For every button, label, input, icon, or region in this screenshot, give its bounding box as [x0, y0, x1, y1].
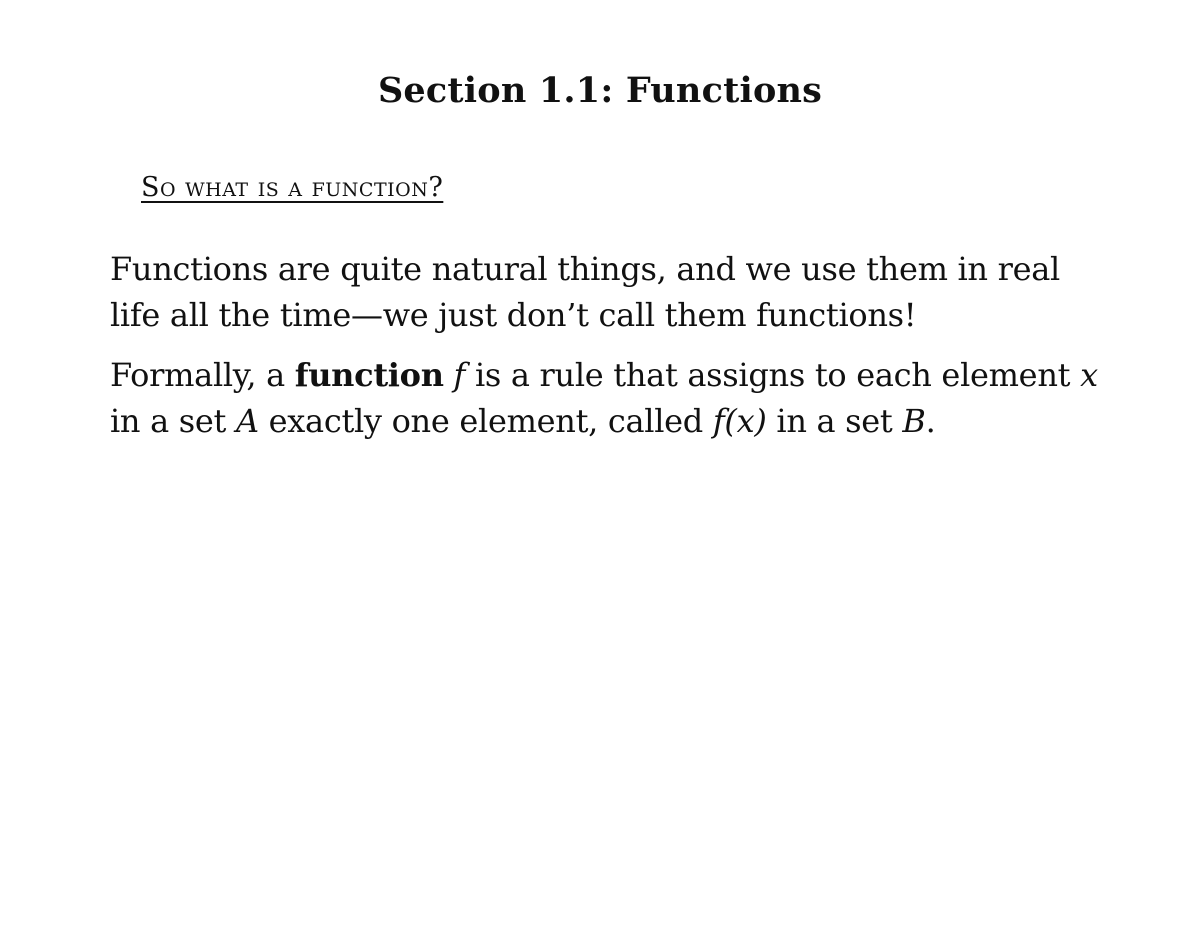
function-term: function — [294, 356, 444, 394]
math-variable-x: x — [1080, 356, 1098, 394]
page-title: Section 1.1: Functions — [377, 70, 823, 111]
definition-text: in a set — [110, 402, 236, 440]
math-expression-fx: f(x) — [712, 402, 767, 440]
section-subheading: So what is a function? — [141, 172, 444, 203]
definition-paragraph — [110, 352, 1100, 444]
math-variable-f: f — [453, 356, 466, 394]
definition-text: exactly one element, called — [258, 402, 713, 440]
definition-text — [444, 356, 454, 394]
definition-text: in a set — [766, 402, 903, 440]
definition-text: is a rule that assigns to each element — [465, 356, 1081, 394]
intro-paragraph: Functions are quite natural things, and we use them in real life all the time—we just don’t call them functions! — [110, 250, 1060, 334]
math-variable-A: A — [235, 402, 259, 440]
definition-text: Formally, a — [110, 356, 295, 394]
definition-text: . — [925, 402, 936, 440]
math-variable-B: B — [902, 402, 926, 440]
